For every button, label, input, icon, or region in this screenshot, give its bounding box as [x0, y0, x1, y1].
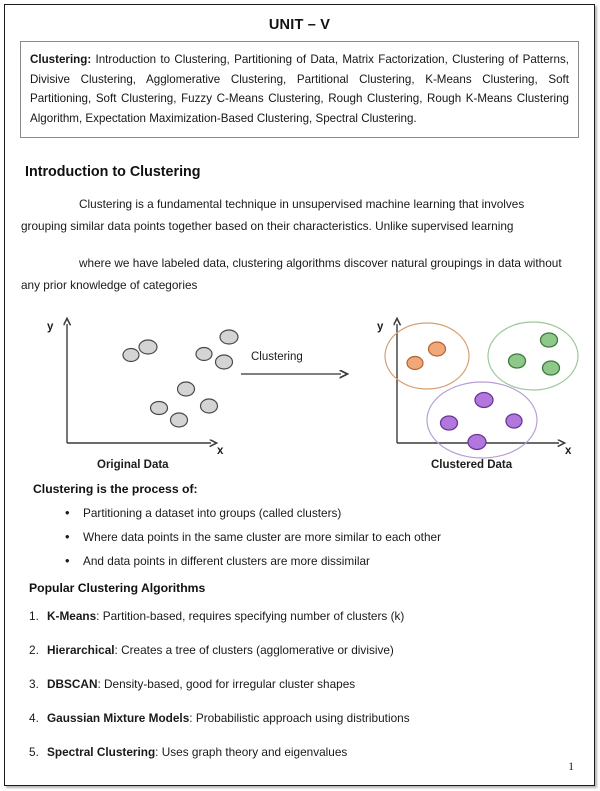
- algorithm-description: : Uses graph theory and eigenvalues: [155, 745, 348, 759]
- algorithm-description: : Creates a tree of clusters (agglomerative or divisive): [114, 643, 394, 657]
- right-x-axis-label: x: [565, 445, 572, 457]
- cluster-point: [509, 354, 526, 368]
- intro-paragraph-1: Clustering is a fundamental technique in unsupervised machine learning that involves grouping similar data points together based on their characteristics. Unlike supervised learning: [21, 197, 525, 233]
- cluster-point: [475, 393, 493, 408]
- arrow-label: Clustering: [251, 351, 303, 363]
- process-heading: Clustering is the process of:: [33, 482, 198, 496]
- algorithm-name: K-Means: [47, 609, 97, 623]
- left-y-axis-label: y: [47, 321, 54, 333]
- intro-paragraph-2: where we have labeled data, clustering algorithms discover natural groupings in data without any prior knowledge of categories: [21, 256, 562, 292]
- left-x-axis-label: x: [217, 445, 224, 457]
- data-point: [220, 330, 238, 344]
- list-item: [29, 711, 580, 726]
- algorithm-description: : Probabilistic approach using distributions: [189, 711, 410, 725]
- data-point: [171, 413, 188, 427]
- list-item: [29, 677, 580, 692]
- page-content-border: [4, 4, 595, 786]
- right-y-axis-label: y: [377, 321, 384, 333]
- algorithm-name: DBSCAN: [47, 677, 98, 691]
- data-point: [151, 402, 168, 415]
- syllabus-text: [30, 50, 569, 128]
- algorithm-description: : Density-based, good for irregular cluster shapes: [97, 677, 356, 691]
- original-data-plot: [47, 321, 238, 471]
- list-item: [29, 643, 580, 658]
- data-point: [139, 340, 157, 354]
- syllabus-label: Clustering:: [30, 53, 92, 66]
- list-item: [29, 609, 580, 624]
- algorithm-name: Hierarchical: [47, 643, 115, 657]
- right-caption: Clustered Data: [431, 459, 513, 471]
- clustered-data-plot: [377, 321, 578, 471]
- page-title: Introduction to Clustering: [25, 164, 201, 180]
- list-item: [29, 745, 580, 760]
- data-point: [123, 349, 139, 362]
- transform-arrow: [241, 351, 341, 374]
- green-cluster: [488, 322, 578, 390]
- algorithm-name: Gaussian Mixture Models: [47, 711, 190, 725]
- algorithm-name: Spectral Clustering: [47, 745, 156, 759]
- cluster-point: [543, 361, 560, 375]
- algorithms-heading: Popular Clustering Algorithms: [29, 581, 206, 595]
- cluster-point: [441, 416, 458, 430]
- data-point: [216, 355, 233, 369]
- cluster-point: [468, 435, 486, 450]
- list-item: • And data points in different clusters are more dissimilar: [65, 554, 580, 569]
- list-item: • Where data points in the same cluster are more similar to each other: [65, 530, 580, 545]
- data-point: [178, 382, 195, 396]
- cluster-point: [407, 357, 423, 370]
- left-caption: Original Data: [97, 459, 169, 471]
- algorithm-description: : Partition-based, requires specifying number of clusters (k): [96, 609, 405, 623]
- data-point: [196, 348, 212, 361]
- data-point: [201, 399, 218, 413]
- purple-cluster: [427, 382, 537, 458]
- clustering-diagram: [19, 308, 580, 476]
- cluster-point: [429, 342, 446, 356]
- page-number: 1: [568, 761, 574, 773]
- list-item: • Partitioning a dataset into groups (called clusters): [65, 506, 580, 521]
- syllabus-topics: Introduction to Clustering, Partitioning of Data, Matrix Factorization, Clustering of Patterns, Divisive Clustering, Agglomerative Clustering, Partitional Clustering, K-Means Clustering, Soft Partitioning, Soft Clustering, Fuzzy C-Means Clustering, Rough Clustering, Rough K-Means Clustering Algorithm, Expectation Maximization-Based Clustering, Spectral Clustering.: [30, 53, 569, 125]
- clustering-diagram-svg: [19, 308, 589, 476]
- unit-title: UNIT – V: [268, 17, 331, 33]
- syllabus-box: [20, 41, 579, 138]
- algorithms-list: [19, 609, 580, 760]
- original-data-points: [123, 330, 238, 427]
- cluster-point: [541, 333, 558, 347]
- cluster-point: [506, 414, 522, 428]
- process-bullet-list: [19, 506, 580, 569]
- cluster-boundary: [488, 322, 578, 390]
